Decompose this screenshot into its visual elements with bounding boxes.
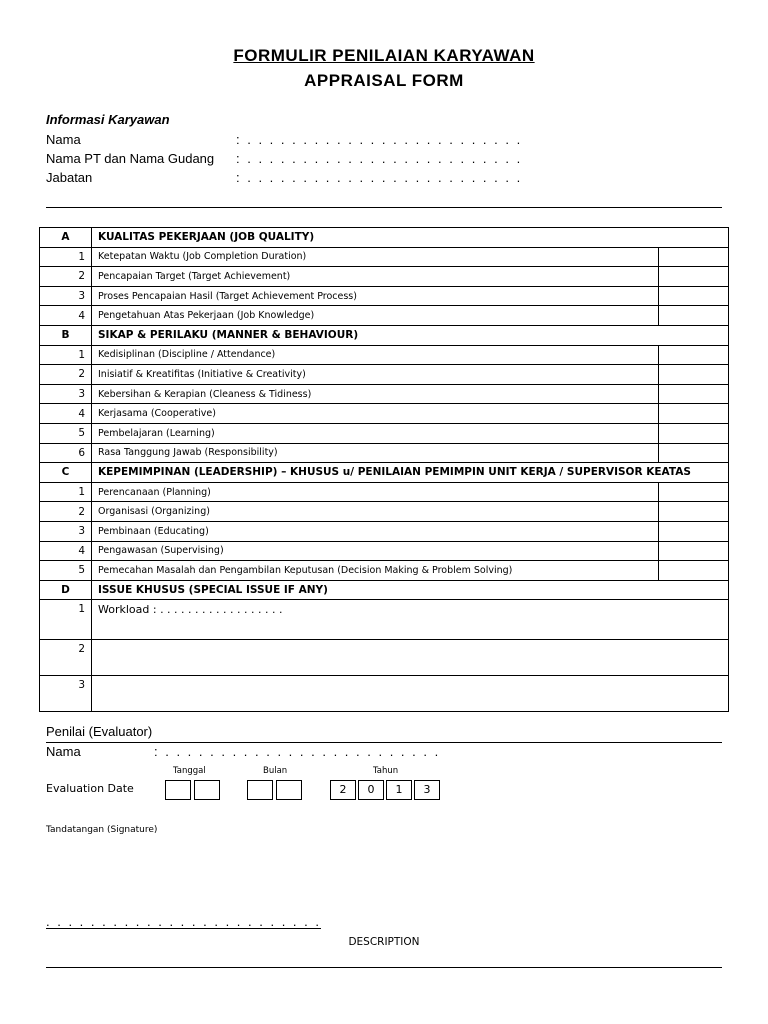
score-cell[interactable] [659, 306, 729, 326]
score-cell[interactable] [659, 561, 729, 581]
item-number: 3 [40, 384, 92, 404]
criteria-row [40, 404, 729, 424]
item-number: 1 [40, 600, 92, 640]
issue-row [40, 676, 729, 712]
score-cell[interactable] [659, 443, 729, 463]
field-dots: : . . . . . . . . . . . . . . . . . . . . . . . . . [154, 744, 441, 759]
item-number: 4 [40, 404, 92, 424]
score-cell[interactable] [659, 345, 729, 365]
criteria-row [40, 306, 729, 326]
section-letter: B [40, 325, 92, 345]
field-label: Nama [46, 132, 81, 147]
field-dots: : . . . . . . . . . . . . . . . . . . . . . . . . . [236, 132, 523, 147]
item-number: 2 [40, 640, 92, 676]
section-letter: A [40, 228, 92, 248]
divider [46, 742, 722, 743]
field-label: Jabatan [46, 170, 93, 185]
description-label: DESCRIPTION [348, 936, 420, 948]
appraisal-table [39, 227, 729, 712]
item-text: Pembinaan (Educating) [92, 521, 659, 541]
item-text: Pencapaian Target (Target Achievement) [92, 267, 659, 287]
score-cell[interactable] [659, 482, 729, 502]
item-number: 1 [40, 482, 92, 502]
item-text: Inisiatif & Kreatifitas (Initiative & Creativity) [92, 365, 659, 385]
score-cell[interactable] [659, 384, 729, 404]
item-text: Rasa Tanggung Jawab (Responsibility) [92, 443, 659, 463]
item-number: 3 [40, 521, 92, 541]
signature-label: Tandatangan (Signature) [46, 825, 158, 835]
score-cell[interactable] [659, 541, 729, 561]
field-dots: : . . . . . . . . . . . . . . . . . . . . . . . . . [236, 151, 523, 166]
signature-line[interactable]: . . . . . . . . . . . . . . . . . . . . . . . . . [46, 914, 321, 929]
item-number: 3 [40, 676, 92, 712]
criteria-row [40, 502, 729, 522]
criteria-row [40, 384, 729, 404]
section-header-row [40, 228, 729, 248]
bulan-digit-box[interactable] [247, 780, 273, 800]
criteria-row [40, 345, 729, 365]
item-number: 4 [40, 541, 92, 561]
section-header-row [40, 325, 729, 345]
tahun-digit-box[interactable]: 0 [358, 780, 384, 800]
issue-row [40, 640, 729, 676]
section-title: ISSUE KHUSUS (SPECIAL ISSUE IF ANY) [92, 580, 729, 600]
divider [46, 967, 722, 968]
score-cell[interactable] [659, 365, 729, 385]
score-cell[interactable] [659, 521, 729, 541]
score-cell[interactable] [659, 502, 729, 522]
issue-row [40, 600, 729, 640]
issue-text-field[interactable]: Workload : . . . . . . . . . . . . . . . . . . [92, 600, 729, 640]
issue-text-field[interactable] [92, 676, 729, 712]
criteria-row [40, 521, 729, 541]
item-text: Proses Pencapaian Hasil (Target Achievement Process) [92, 286, 659, 306]
item-text: Pembelajaran (Learning) [92, 423, 659, 443]
bulan-digit-box[interactable] [276, 780, 302, 800]
tahun-digit-box[interactable]: 3 [414, 780, 440, 800]
section-title: SIKAP & PERILAKU (MANNER & BEHAVIOUR) [92, 325, 729, 345]
item-number: 2 [40, 267, 92, 287]
item-text: Pemecahan Masalah dan Pengambilan Keputusan (Decision Making & Problem Solving) [92, 561, 659, 581]
field-dots: : . . . . . . . . . . . . . . . . . . . . . . . . . [236, 170, 523, 185]
employee-name-field[interactable] [46, 132, 523, 147]
item-number: 1 [40, 247, 92, 267]
form-title: FORMULIR PENILAIAN KARYAWAN [233, 46, 535, 65]
bulan-label: Bulan [263, 766, 288, 776]
divider [46, 207, 722, 208]
score-cell[interactable] [659, 423, 729, 443]
tahun-digit-box[interactable]: 2 [330, 780, 356, 800]
criteria-row [40, 423, 729, 443]
item-number: 1 [40, 345, 92, 365]
item-number: 4 [40, 306, 92, 326]
item-text: Kebersihan & Kerapian (Cleaness & Tidiness) [92, 384, 659, 404]
issue-text-field[interactable] [92, 640, 729, 676]
section-letter: C [40, 463, 92, 483]
employee-info-heading: Informasi Karyawan [46, 112, 170, 127]
section-letter: D [40, 580, 92, 600]
criteria-row [40, 482, 729, 502]
criteria-row [40, 247, 729, 267]
tahun-digit-box[interactable]: 1 [386, 780, 412, 800]
tanggal-digit-box[interactable] [194, 780, 220, 800]
criteria-row [40, 443, 729, 463]
section-title: KEPEMIMPINAN (LEADERSHIP) – KHUSUS u/ PENILAIAN PEMIMPIN UNIT KERJA / SUPERVISOR KEATAS [92, 463, 729, 483]
field-label: Nama [46, 744, 81, 759]
item-text: Pengawasan (Supervising) [92, 541, 659, 561]
item-number: 2 [40, 502, 92, 522]
evaluation-date-label: Evaluation Date [46, 782, 134, 795]
item-number: 5 [40, 423, 92, 443]
section-header-row [40, 580, 729, 600]
item-number: 3 [40, 286, 92, 306]
section-title: KUALITAS PEKERJAAN (JOB QUALITY) [92, 228, 729, 248]
item-text: Perencanaan (Planning) [92, 482, 659, 502]
score-cell[interactable] [659, 267, 729, 287]
evaluator-heading: Penilai (Evaluator) [46, 724, 153, 739]
item-number: 6 [40, 443, 92, 463]
item-number: 5 [40, 561, 92, 581]
score-cell[interactable] [659, 247, 729, 267]
item-text: Pengetahuan Atas Pekerjaan (Job Knowledge) [92, 306, 659, 326]
criteria-row [40, 365, 729, 385]
evaluator-name-field[interactable] [46, 744, 441, 759]
tanggal-label: Tanggal [173, 766, 206, 776]
field-label: Nama PT dan Nama Gudang [46, 151, 215, 166]
tanggal-digit-box[interactable] [165, 780, 191, 800]
section-header-row [40, 463, 729, 483]
item-number: 2 [40, 365, 92, 385]
criteria-row [40, 286, 729, 306]
position-field[interactable] [46, 170, 523, 185]
criteria-row [40, 561, 729, 581]
item-text: Ketepatan Waktu (Job Completion Duration) [92, 247, 659, 267]
criteria-row [40, 541, 729, 561]
score-cell[interactable] [659, 286, 729, 306]
item-text: Organisasi (Organizing) [92, 502, 659, 522]
company-warehouse-field[interactable] [46, 151, 523, 166]
tahun-label: Tahun [373, 766, 399, 776]
item-text: Kerjasama (Cooperative) [92, 404, 659, 424]
score-cell[interactable] [659, 404, 729, 424]
item-text: Kedisiplinan (Discipline / Attendance) [92, 345, 659, 365]
form-subtitle: APPRAISAL FORM [304, 71, 464, 90]
criteria-row [40, 267, 729, 287]
